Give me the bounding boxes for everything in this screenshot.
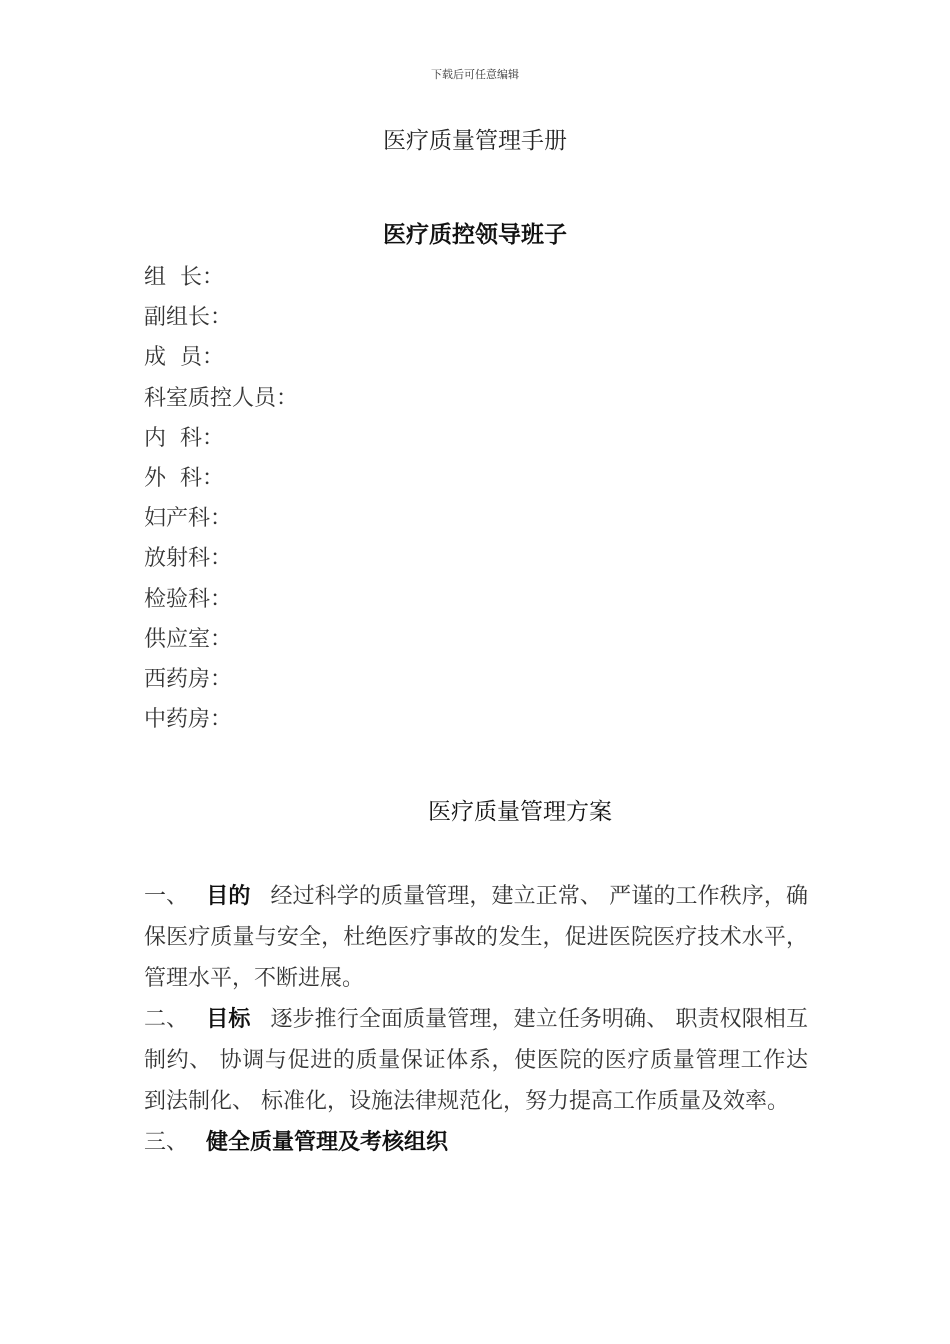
header-note: 下载后可任意编辑 <box>431 68 519 81</box>
roster-item-deputy-leader: 副组长： <box>144 305 233 331</box>
section-title-leadership: 医疗质控领导班子 <box>383 222 567 248</box>
item-text: 逐步推行全面质量管理，建立任务明确、 职责权限相互制约、 协调与促进的质量保证体系，使医院的医疗质量管理工作达到法制化、 标准化，设施法律规范化，努力提高工作质量及效率。 <box>144 1007 808 1114</box>
roster-item-supply-room: 供应室： <box>144 626 233 652</box>
roster-item-members: 成 员： <box>144 345 224 371</box>
roster-item-obstetrics: 妇产科： <box>144 506 233 532</box>
plan-item-goal <box>144 999 808 1122</box>
item-label: 目标 <box>206 1007 251 1032</box>
roster-item-leader: 组 长： <box>144 265 224 290</box>
document-title: 医疗质量管理手册 <box>383 128 567 154</box>
roster-item-radiology: 放射科： <box>144 546 233 572</box>
roster-item-internal-medicine: 内 科： <box>144 425 224 451</box>
roster-list <box>144 258 298 740</box>
item-number: 二、 <box>144 1007 189 1032</box>
plan-body <box>144 876 808 1163</box>
plan-item-purpose <box>144 876 808 999</box>
roster-item-western-pharmacy: 西药房： <box>144 666 233 692</box>
section-title-plan: 医疗质量管理方案 <box>428 799 612 825</box>
plan-item-organization <box>144 1122 808 1163</box>
roster-item-dept-qc-staff: 科室质控人员： <box>144 385 299 411</box>
roster-item-surgery: 外 科： <box>144 465 224 491</box>
roster-item-chinese-pharmacy: 中药房： <box>144 707 233 733</box>
item-label: 目的 <box>206 884 251 909</box>
item-number: 一、 <box>144 884 189 909</box>
item-heading: 健全质量管理及考核组织 <box>206 1130 449 1155</box>
item-text: 经过科学的质量管理，建立正常、 严谨的工作秩序，确保医疗质量与安全，杜绝医疗事故的发生，促进医院医疗技术水平，管理水平，不断进展。 <box>144 884 808 991</box>
roster-item-laboratory: 检验科： <box>144 586 233 612</box>
item-number: 三、 <box>144 1130 189 1155</box>
